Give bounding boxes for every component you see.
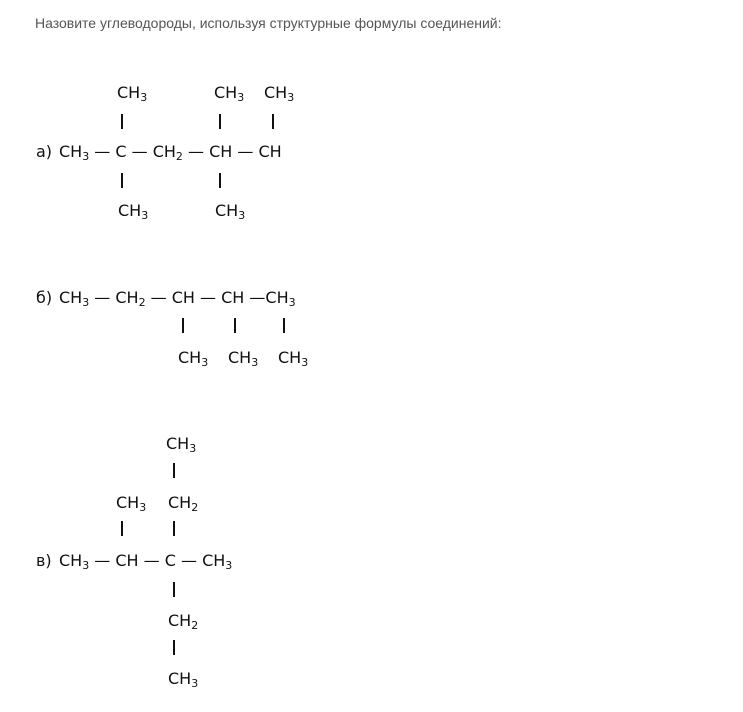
formula-b-bottom-group-2: $CH_3$	[228, 348, 259, 369]
formula-v-main-chain: $CH_3$ — CH — C — $CH_3$	[59, 551, 233, 572]
bond-line	[121, 114, 123, 129]
formula-a-label: а)	[36, 142, 53, 161]
bond-line	[283, 318, 285, 333]
formula-b-label: б)	[36, 288, 53, 307]
formula-a-top-group-2: $CH_3$	[214, 83, 245, 104]
bond-line	[182, 318, 184, 333]
bond-line	[173, 640, 175, 655]
bond-line	[219, 114, 221, 129]
formula-b-bottom-group-3: $CH_3$	[278, 348, 309, 369]
formula-v-label: в)	[36, 551, 52, 570]
bond-line	[219, 173, 221, 188]
formula-b-main-chain: $CH_3$ — $CH_2$ — CH — CH $—CH_3$	[59, 288, 296, 309]
task-instruction: Назовите углеводороды, используя структурные формулы соединений:	[35, 15, 502, 31]
bond-line	[272, 114, 274, 129]
formula-v-top-left-group: $CH_3$	[116, 493, 147, 514]
bond-line	[121, 521, 123, 536]
formula-a-bottom-group-2: $CH_3$	[215, 201, 246, 222]
bond-line	[173, 582, 175, 597]
formula-a-bottom-group-1: $CH_3$	[118, 201, 149, 222]
formula-v-bottom-column-1: $CH_2$	[168, 611, 199, 632]
formula-a-main-chain: $CH_3$ — C — $CH_2$ — CH — CH	[59, 142, 282, 163]
bond-line	[234, 318, 236, 333]
formula-v-top-column-1: $CH_3$	[166, 434, 197, 455]
bond-line	[173, 521, 175, 536]
bond-line	[173, 463, 175, 478]
bond-line	[121, 173, 123, 188]
formula-b-bottom-group-1: $CH_3$	[178, 348, 209, 369]
formula-a-top-group-1: $CH_3$	[117, 83, 148, 104]
formula-a-top-group-3: $CH_3$	[264, 83, 295, 104]
formula-v-top-column-2: $CH_2$	[168, 493, 199, 514]
formula-v-bottom-column-2: $CH_3$	[168, 669, 199, 690]
